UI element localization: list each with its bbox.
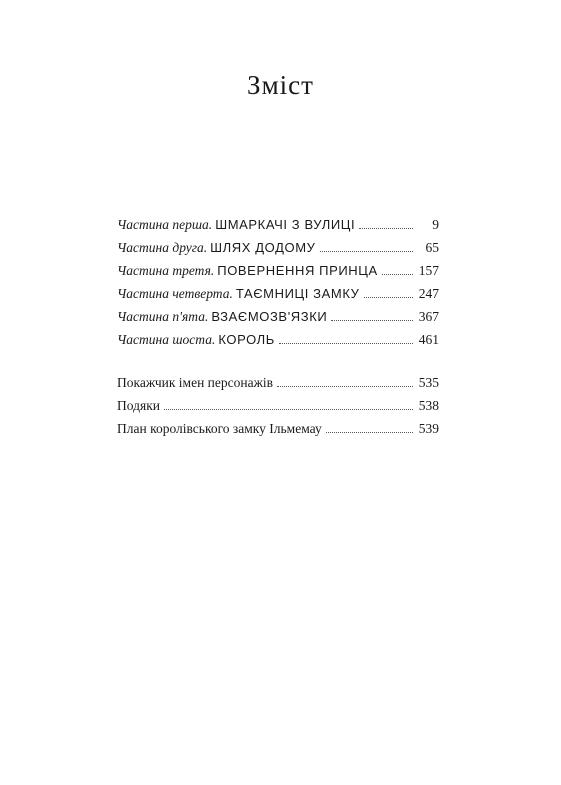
dot-leader	[359, 228, 413, 229]
toc-entry[interactable]	[117, 309, 439, 332]
part-title: КОРОЛЬ	[218, 332, 275, 347]
part-title: ПОВЕРНЕННЯ ПРИНЦА	[217, 263, 378, 278]
dot-leader	[164, 409, 413, 410]
toc-entry[interactable]	[117, 240, 439, 263]
page-number: 9	[432, 217, 439, 232]
page-number: 157	[418, 263, 439, 278]
page-title: Зміст	[247, 70, 314, 100]
part-title: ШМАРКАЧІ З ВУЛИЦІ	[215, 217, 356, 232]
entry-title: Подяки	[117, 398, 160, 413]
part-number: Частина п'ята.	[117, 309, 209, 324]
part-title: ШЛЯХ ДОДОМУ	[210, 240, 316, 255]
toc-entry[interactable]	[117, 286, 439, 309]
toc-entry[interactable]	[117, 421, 439, 444]
part-title: ВЗАЄМОЗВ'ЯЗКИ	[211, 309, 328, 324]
toc-entry[interactable]	[117, 263, 439, 286]
toc-entry[interactable]	[117, 398, 439, 421]
part-number: Частина третя.	[117, 263, 215, 278]
page-number: 535	[418, 375, 439, 390]
dot-leader	[326, 432, 413, 433]
dot-leader	[320, 251, 413, 252]
dot-leader	[364, 297, 413, 298]
parts-list	[117, 217, 439, 355]
page-number: 367	[418, 309, 439, 324]
page-number: 247	[418, 286, 439, 301]
part-number: Частина четверта.	[117, 286, 233, 301]
page-number: 461	[418, 332, 439, 347]
page-number: 539	[418, 421, 439, 436]
appendix-list	[117, 375, 439, 444]
dot-leader	[279, 343, 413, 344]
entry-title: План королівського замку Ільмемау	[117, 421, 322, 436]
page-number: 538	[418, 398, 439, 413]
toc-entry[interactable]	[117, 375, 439, 398]
part-number: Частина перша.	[117, 217, 213, 232]
toc-entry[interactable]	[117, 332, 439, 355]
dot-leader	[382, 274, 413, 275]
entry-title: Покажчик імен персонажів	[117, 375, 274, 390]
part-number: Частина шоста.	[117, 332, 216, 347]
toc-entry[interactable]	[117, 217, 439, 240]
dot-leader	[331, 320, 412, 321]
part-number: Частина друга.	[117, 240, 208, 255]
dot-leader	[277, 386, 413, 387]
part-title: ТАЄМНИЦІ ЗАМКУ	[235, 286, 360, 301]
page-number: 65	[425, 240, 439, 255]
